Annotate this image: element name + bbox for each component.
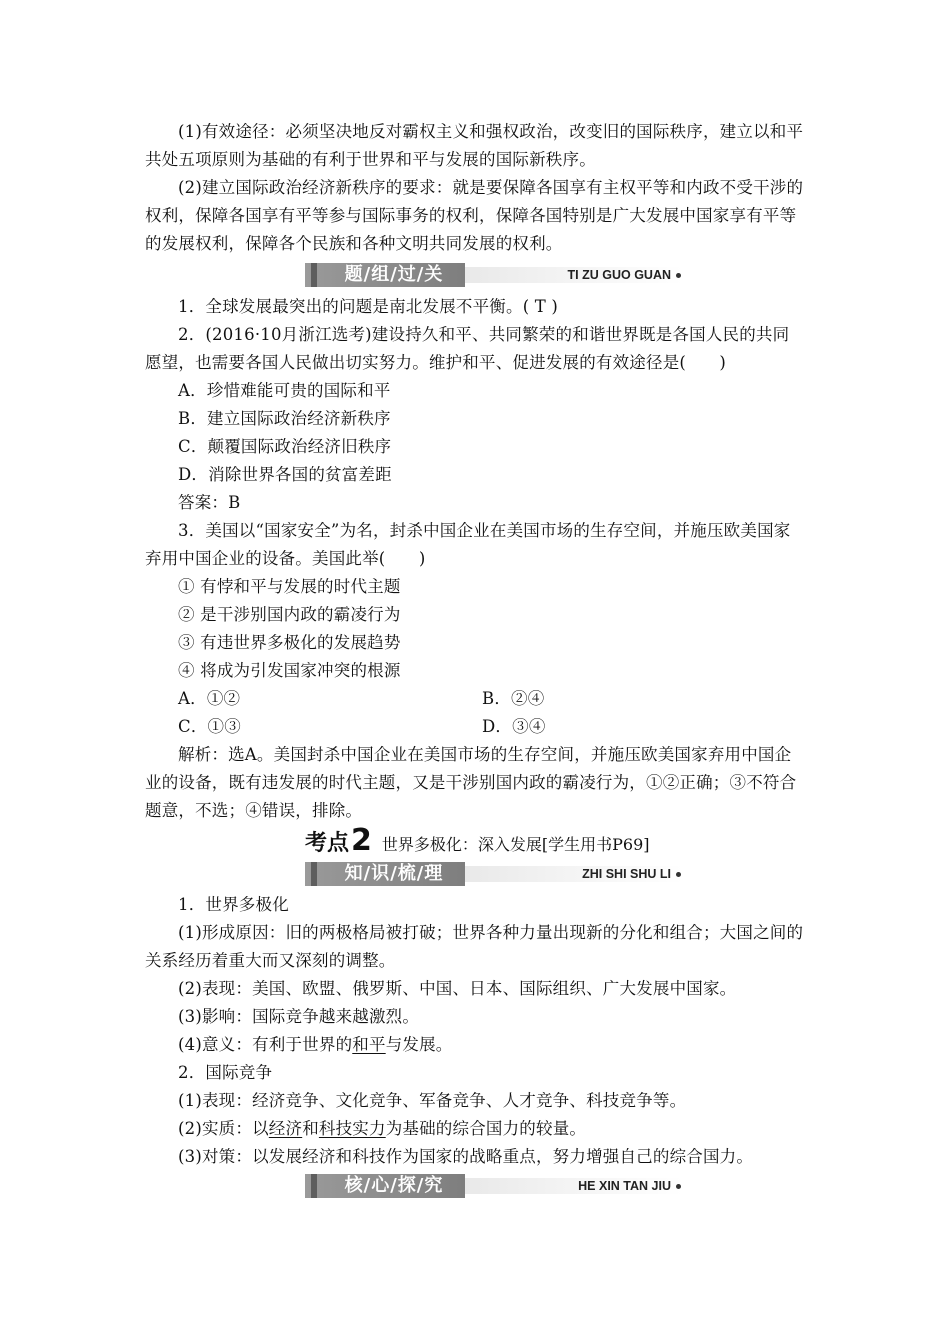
banner-title: 题/组/过/关 (344, 264, 444, 285)
bullet-dot-icon (676, 1184, 681, 1189)
paragraph-text: (2)建立国际政治经济新秩序的要求：就是要保障各国享有主权平等和内政不受干涉的 (178, 178, 804, 197)
knowledge-point: (2)表现：美国、欧盟、俄罗斯、中国、日本、国际组织、广大发展中国家。 (178, 979, 737, 998)
paragraph-text: 权利，保障各国享有平等参与国际事务的权利，保障各国特别是广大发展中国家享有平等 (145, 206, 797, 225)
knowledge-heading: 1．世界多极化 (178, 895, 289, 914)
section-banner-hexintanjiu (305, 1174, 683, 1198)
kaodian-description: 世界多极化：深入发展[学生用书P69] (381, 835, 650, 854)
section-banner-zhishishuli (305, 862, 683, 886)
kaodian-label: 考点 (305, 831, 350, 856)
banner-subtitle: HE XIN TAN JIU (578, 1179, 671, 1193)
option-d: D．③④ (482, 717, 546, 736)
option-a: A．珍惜难能可贵的国际和平 (178, 381, 391, 400)
option-a: A．①② (178, 689, 241, 708)
question-3-stem: 3．美国以“国家安全”为名，封杀中国企业在美国市场的生存空间，并施压欧美国家 (178, 521, 791, 540)
section-banner-tizuguoguan (305, 263, 683, 287)
statement-2: ② 是干涉别国内政的霸凌行为 (178, 605, 401, 624)
text-span: (4)意义：有利于世界的 (178, 1035, 353, 1054)
explanation: 解析：选A。美国封杀中国企业在美国市场的生存空间，并施压欧美国家弃用中国企 (178, 745, 792, 764)
knowledge-point: (1)形成原因：旧的两极格局被打破；世界各种力量出现新的分化和组合；大国之间的 (178, 923, 804, 942)
text-span: (2)实质：以 (178, 1119, 269, 1138)
underlined-keyword: 经济 (268, 1119, 303, 1138)
explanation: 题意，不选；④错误，排除。 (145, 801, 363, 820)
text-span: 与发展。 (385, 1035, 453, 1054)
banner-title: 核/心/探/究 (344, 1175, 444, 1196)
underlined-keyword: 和平 (352, 1035, 386, 1054)
knowledge-point: (3)对策：以发展经济和科技作为国家的战略重点，努力增强自己的综合国力。 (178, 1147, 754, 1166)
bullet-dot-icon (676, 273, 681, 278)
knowledge-point: (1)表现：经济竞争、文化竞争、军备竞争、人才竞争、科技竞争等。 (178, 1091, 687, 1110)
statement-4: ④ 将成为引发国家冲突的根源 (178, 661, 401, 680)
option-d: D．消除世界各国的贫富差距 (178, 465, 392, 484)
option-b: B．②④ (482, 689, 545, 708)
option-c: C．颠覆国际政治经济旧秩序 (178, 437, 392, 456)
bullet-dot-icon (676, 872, 681, 877)
kaodian-number: 2 (351, 823, 372, 858)
kaodian-heading (305, 823, 650, 858)
underlined-keyword: 科技实力 (318, 1119, 386, 1138)
paragraph-text: 的发展权利，保障各个民族和各种文明共同发展的权利。 (145, 234, 563, 253)
question-1: 1．全球发展最突出的问题是南北发展不平衡。( T ) (178, 297, 559, 316)
explanation: 业的设备，既有违发展的时代主题，又是干涉别国内政的霸凌行为，①②正确；③不符合 (145, 773, 797, 792)
paragraph-text: 共处五项原则为基础的有利于世界和平与发展的国际新秩序。 (145, 150, 596, 169)
option-c: C．①③ (178, 717, 241, 736)
question-2-stem: 愿望，也需要各国人民做出切实努力。维护和平、促进发展的有效途径是( ) (145, 353, 727, 372)
answer: 答案：B (178, 493, 241, 512)
banner-title: 知/识/梳/理 (344, 863, 444, 884)
banner-subtitle: TI ZU GUO GUAN (567, 268, 671, 282)
banner-subtitle: ZHI SHI SHU LI (582, 867, 671, 881)
statement-1: ① 有悖和平与发展的时代主题 (178, 577, 401, 596)
question-2-stem: 2．(2016·10月浙江选考)建设持久和平、共同繁荣的和谐世界既是各国人民的共同 (178, 325, 790, 344)
knowledge-heading: 2．国际竞争 (178, 1063, 273, 1082)
knowledge-point (145, 1031, 843, 1059)
statement-3: ③ 有违世界多极化的发展趋势 (178, 633, 401, 652)
knowledge-point: (3)影响：国际竞争越来越激烈。 (178, 1007, 420, 1026)
knowledge-point (145, 1115, 843, 1143)
text-span: 和 (302, 1119, 319, 1138)
paragraph-text: (1)有效途径：必须坚决地反对霸权主义和强权政治，改变旧的国际秩序，建立以和平 (178, 122, 804, 141)
option-b: B．建立国际政治经济新秩序 (178, 409, 391, 428)
knowledge-point: 关系经历着重大而又深刻的调整。 (145, 951, 396, 970)
text-span: 为基础的综合国力的较量。 (385, 1119, 587, 1138)
question-3-stem: 弃用中国企业的设备。美国此举( ) (145, 549, 426, 568)
